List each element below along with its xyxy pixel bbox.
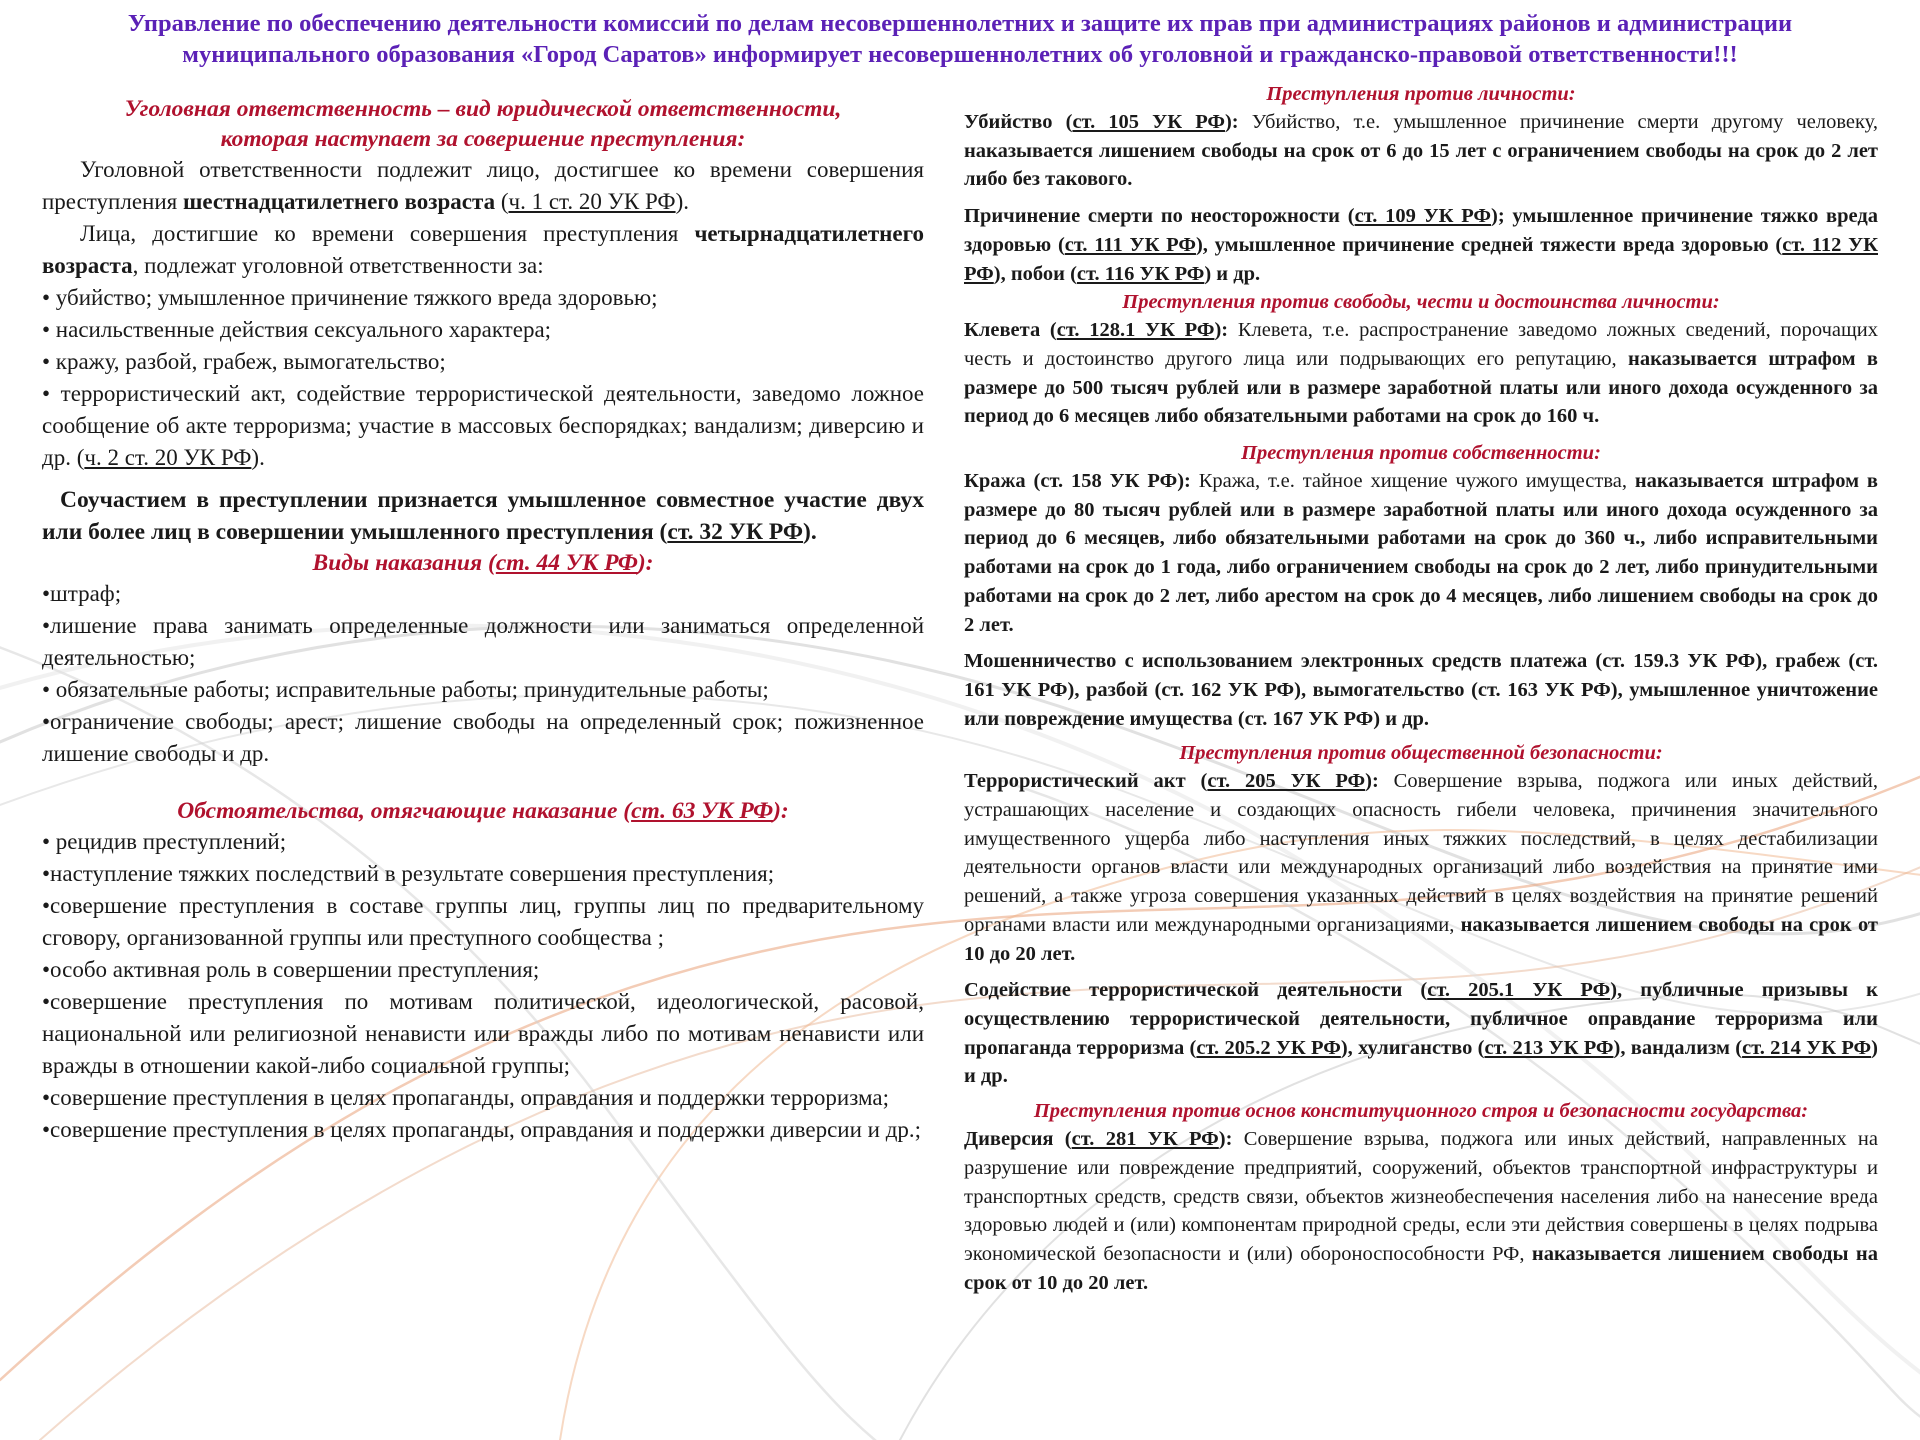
text: Обстоятельства, отягчающие наказание ( — [177, 798, 632, 824]
text: ), хулиганство ( — [1340, 1036, 1485, 1059]
bold-text: Террористический акт ( — [964, 770, 1208, 793]
text: ): — [637, 550, 654, 576]
left-column — [42, 94, 924, 1146]
bold-text: наказывается штрафом в размере до 500 тысяч рублей или в размере заработной платы или иного дохода осужденного за период до 6 месяцев либо обязательными работами на срок до 160 ч. — [964, 347, 1878, 428]
terror-assistance-paragraph — [964, 976, 1878, 1091]
article-link[interactable]: ст. 116 УК РФ — [1076, 262, 1205, 285]
bold-text: ): — [1224, 111, 1252, 133]
crimes-against-person-title: Преступления против личности: — [1266, 83, 1576, 105]
list-item: •совершение преступления в составе группы лиц, группы лиц по предварительному сговору, организованной группы или преступного сообщества ; — [42, 893, 924, 950]
text: Уголовной ответственности подлежит лицо, достигшее ко времени совершения преступления — [42, 157, 924, 214]
text: ). — [251, 445, 265, 470]
article-link[interactable]: ст. 32 УК РФ — [667, 519, 804, 545]
bold-text: Убийство ( — [964, 111, 1073, 133]
crimes-against-freedom-title: Преступления против свободы, чести и достоинства личности: — [1122, 291, 1720, 314]
bold-text: Кража (ст. 158 УК РФ): — [964, 470, 1199, 493]
text: ), вандализм ( — [1613, 1036, 1743, 1059]
article-link[interactable]: ч. 1 ст. 20 УК РФ — [508, 189, 676, 214]
murder-paragraph — [964, 108, 1878, 194]
article-link[interactable]: ст. 109 УК РФ — [1354, 205, 1492, 228]
article-link[interactable]: ст. 214 УК РФ — [1742, 1036, 1872, 1059]
text: Клевета, т.е. распространение заведомо ложных сведений, порочащих честь и достоинство другого лица или подрывающих его репутацию, — [964, 319, 1879, 370]
bold-text: Диверсия ( — [964, 1128, 1072, 1151]
bold-text: ): — [1214, 319, 1238, 342]
punishment-types-title — [42, 548, 924, 578]
crimes-against-property-title: Преступления против собственности: — [1241, 442, 1601, 465]
text: Убийство, т.е. умышленное причинение смерти другому человеку, — [1251, 111, 1879, 133]
article-link[interactable]: ст. 128.1 УК РФ — [1056, 319, 1215, 342]
list-item: • насильственные действия сексуального характера; — [42, 317, 552, 342]
article-link[interactable]: ст. 112 УК РФ — [964, 233, 1878, 285]
list-item: •лишение права занимать определенные должности или заниматься определенной деятельностью; — [42, 613, 924, 670]
text: ), публичные призывы к осуществлению террористической деятельности, публичное оправдание терроризма или пропаганда терроризма ( — [964, 979, 1878, 1059]
age-14-paragraph — [42, 218, 924, 282]
text: Совершение взрыва, поджога или иных действий, направленных на разрушение или повреждение предприятий, сооружений, объектов транспортной инфраструктуры и транспортных средств, средств связи, объектов жизнеобеспечения населения либо на нанесение вреда здоровью людей и (или) компонентам природной среды, если эти действия совершены в целях подрыва экономической безопасности и (или) обороноспособности РФ, — [964, 1128, 1878, 1265]
text: Причинение смерти по неосторожности ( — [964, 205, 1355, 228]
list-item: •совершение преступления в целях пропаганды, оправдания и поддержки терроризма; — [42, 1085, 889, 1110]
bold-text: Клевета ( — [964, 319, 1057, 342]
article-link[interactable]: ч. 2 ст. 20 УК РФ — [84, 445, 252, 470]
text: • террористический акт, содействие террористической деятельности, заведомо ложное сообщение об акте терроризма; участие в массовых беспорядках; вандализм; диверсию и др. ( — [42, 381, 924, 470]
list-item: •ограничение свободы; арест; лишение свободы на определенный срок; пожизненное лишение свободы и др. — [42, 709, 924, 766]
negligent-death-paragraph — [964, 202, 1878, 288]
text: Лица, достигшие ко времени совершения преступления — [80, 221, 695, 246]
text: Кража, т.е. тайное хищение чужого имущества, — [1198, 470, 1635, 493]
crimes-against-public-safety-title: Преступления против общественной безопасности: — [1179, 742, 1663, 765]
list-item: •штраф; — [42, 581, 122, 606]
bold-text: наказывается лишением свободы на срок от 10 до 20 лет. — [964, 1242, 1878, 1294]
article-link[interactable]: ст. 111 УК РФ — [1064, 233, 1196, 256]
bold-text: наказывается лишением свободы на срок от 10 до 20 лет. — [964, 913, 1878, 965]
text: ) и др. — [1204, 262, 1261, 285]
bold-text: четырнадцатилетнего возраста — [42, 221, 924, 278]
list-item: • убийство; умышленное причинение тяжкого вреда здоровью; — [42, 285, 658, 310]
text: , подлежат уголовной ответственности за: — [132, 253, 544, 278]
header-line-2: муниципального образования «Город Саратов» информирует несовершеннолетних об уголовной и гражданско-правовой ответственности!!! — [182, 41, 1738, 68]
criminal-liability-title-line-1: Уголовная ответственность – вид юридической ответственности, — [124, 96, 842, 122]
text: ): — [773, 798, 789, 824]
bold-text: ): — [1365, 770, 1394, 793]
list-item: •особо активная роль в совершении преступления; — [42, 957, 540, 982]
bold-text: ): — [1218, 1128, 1244, 1151]
article-link[interactable]: ст. 205.1 УК РФ — [1427, 979, 1611, 1002]
list-item: •совершение преступления в целях пропаганды, оправдания и поддержки диверсии и др.; — [42, 1117, 922, 1142]
bold-text: шестнадцатилетнего возраста — [183, 189, 496, 214]
header — [30, 8, 1890, 70]
article-link[interactable]: ст. 44 УК РФ — [495, 550, 638, 576]
list-item: • кражу, разбой, грабеж, вымогательство; — [42, 349, 446, 374]
age-16-paragraph — [42, 154, 924, 218]
list-item: •наступление тяжких последствий в результате совершения преступления; — [42, 861, 775, 886]
bold-text: наказывается лишением свободы на срок от 6 до 15 лет с ограничением свободы на срок до 2 лет либо без такового. — [964, 139, 1878, 191]
theft-paragraph — [964, 467, 1878, 639]
text: Соучастием в преступлении признается умышленное совместное участие двух или более лиц в совершении умышленного преступления ( — [42, 487, 924, 545]
list-item: • рецидив преступлений; — [42, 829, 287, 854]
text: ); умышленное причинение тяжко вреда здоровью ( — [964, 205, 1878, 256]
article-link[interactable]: ст. 213 УК РФ — [1484, 1036, 1614, 1059]
bold-text: наказывается штрафом в размере до 80 тысяч рублей или в размере заработной платы или иного дохода осужденного за период до 6 месяцев, либо обязательными работами на срок до 360 ч., либо исправительными работами на срок до 1 года, либо ограничением свободы на срок до 2 лет, либо принудительными работами на срок до 2 лет, либо арестом на срок до 4 месяцев, либо лишением свободы на срок до 2 лет. — [964, 470, 1878, 636]
text: ( — [495, 189, 509, 214]
criminal-liability-title-line-2: которая наступает за совершение преступления: — [220, 126, 746, 152]
header-line-1: Управление по обеспечению деятельности комиссий по делам несовершеннолетних и защите их прав при администрациях районов и администрации — [127, 10, 1793, 37]
slander-paragraph — [964, 316, 1878, 431]
text: Совершение взрыва, поджога или иных действий, устрашающих население и создающих опасность гибели человека, причинения значительного имущественного ущерба либо наступления иных тяжких последствий, в целях дестабилизации деятельности органов власти или международных организаций либо воздействия на принятие ими решений, а также угроза совершения указанных действий в целях воздействия на принятие решений органами власти или международными организациями, — [964, 770, 1879, 936]
list-item: •совершение преступления по мотивам политической, идеологической, расовой, национальной или религиозной ненависти или вражды либо по мотивам ненависти или вражды в отношении какой-либо социальной группы; — [42, 989, 924, 1078]
complicity-paragraph — [42, 484, 924, 548]
right-column — [964, 80, 1878, 1297]
text: ). — [675, 189, 689, 214]
text: Виды наказания ( — [312, 550, 496, 576]
criminal-liability-title — [42, 94, 924, 154]
article-link[interactable]: ст. 281 УК РФ — [1071, 1128, 1219, 1151]
terror-act-paragraph — [964, 767, 1878, 968]
article-link[interactable]: ст. 63 УК РФ — [631, 798, 774, 824]
list-item: • обязательные работы; исправительные работы; принудительные работы; — [42, 677, 769, 702]
aggravating-circumstances-title — [42, 796, 924, 826]
fraud-paragraph: Мошенничество с использованием электронных средств платежа (ст. 159.3 УК РФ), грабеж (ст. 161 УК РФ), разбой (ст. 162 УК РФ), вымогательство (ст. 163 УК РФ), умышленное уничтожение или повреждение имущества (ст. 167 УК РФ) и др. — [964, 650, 1878, 730]
article-link[interactable]: ст. 205.2 УК РФ — [1196, 1036, 1341, 1059]
list-item — [42, 378, 924, 474]
sabotage-paragraph — [964, 1125, 1878, 1297]
article-link[interactable]: ст. 105 УК РФ — [1072, 111, 1225, 133]
text: Содействие террористической деятельности ( — [964, 979, 1428, 1002]
text: ), побои ( — [993, 262, 1077, 285]
crimes-against-state-title: Преступления против основ конституционного строя и безопасности государства: — [1033, 1100, 1809, 1123]
text: ), умышленное причинение средней тяжести вреда здоровью ( — [1195, 233, 1783, 256]
text: ) и др. — [964, 1036, 1878, 1088]
article-link[interactable]: ст. 205 УК РФ — [1207, 770, 1366, 793]
text: ). — [803, 519, 817, 545]
